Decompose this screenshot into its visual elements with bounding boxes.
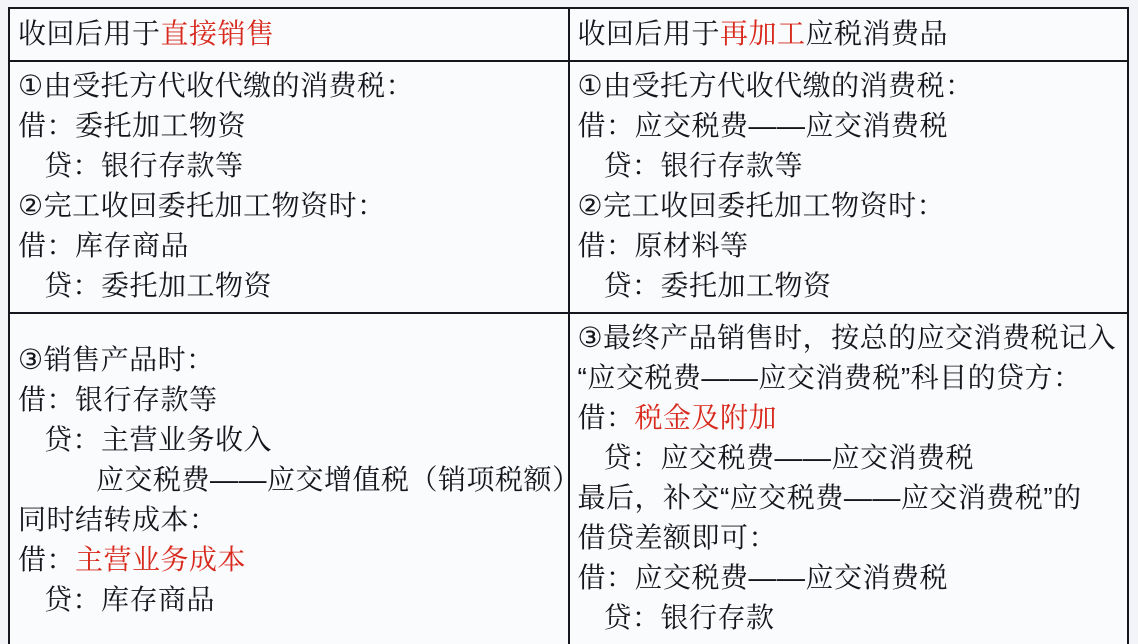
text-segment: 贷：主营业务收入 — [44, 424, 273, 455]
header-cell-reprocessing — [569, 8, 1129, 61]
text-line — [578, 438, 1122, 478]
text-segment: 借：委托加工物资 — [18, 110, 247, 141]
entries-cell-reprocessing — [569, 61, 1129, 313]
text-line — [578, 106, 1122, 146]
text-segment: ③最终产品销售时，按总的应交消费税记入 — [577, 322, 1117, 353]
text-line — [578, 398, 1122, 438]
text-segment: ①由受托方代收代缴的消费税： — [18, 70, 415, 101]
highlighted-term: 税金及附加 — [634, 402, 778, 433]
text-line — [18, 186, 562, 226]
text-line — [18, 500, 562, 540]
text-segment: 贷：委托加工物资 — [603, 270, 832, 301]
text-line — [578, 318, 1122, 358]
text-segment: ②完工收回委托加工物资时： — [18, 190, 386, 221]
text-line — [578, 226, 1122, 266]
highlighted-term: 再加工 — [720, 18, 806, 49]
text-line — [578, 14, 1122, 54]
text-segment: 同时结转成本： — [18, 504, 218, 535]
entries-cell-direct-sale — [9, 61, 569, 313]
entries-row — [9, 61, 1128, 313]
text-line — [18, 106, 562, 146]
text-line — [578, 186, 1122, 226]
text-segment: 最后，补交“应交税费——应交消费税”的 — [577, 482, 1082, 513]
text-line — [578, 518, 1122, 558]
text-line — [18, 340, 562, 380]
text-segment: 借：原材料等 — [577, 230, 749, 261]
text-segment: 贷：委托加工物资 — [44, 270, 273, 301]
text-line — [578, 598, 1122, 638]
text-segment: 贷：库存商品 — [44, 584, 216, 615]
text-segment: 借：应交税费——应交消费税 — [577, 110, 949, 141]
header-cell-direct-sale — [9, 8, 569, 61]
text-line — [18, 226, 562, 266]
text-segment: ③销售产品时： — [18, 344, 215, 375]
text-line — [578, 558, 1122, 598]
sale-cell-reprocessing — [569, 313, 1129, 644]
text-line — [18, 460, 581, 500]
text-line — [18, 266, 562, 306]
text-line — [18, 14, 562, 54]
text-segment: 借： — [18, 544, 76, 575]
text-segment: 借： — [577, 402, 635, 433]
text-line — [18, 580, 562, 620]
highlighted-term: 主营业务成本 — [75, 544, 247, 575]
text-line — [18, 420, 562, 460]
text-segment: 贷：应交税费——应交消费税 — [603, 442, 975, 473]
text-line — [18, 66, 562, 106]
text-segment: 收回后用于 — [18, 18, 161, 49]
text-segment: 借贷差额即可： — [577, 522, 778, 553]
text-line — [578, 358, 1122, 398]
text-line — [578, 266, 1122, 306]
accounting-table — [8, 7, 1129, 644]
text-line — [18, 380, 562, 420]
sale-cell-direct-sale — [9, 313, 581, 644]
text-segment: “应交税费——应交消费税”科目的贷方： — [577, 362, 1082, 393]
text-segment: 贷：银行存款等 — [44, 150, 244, 181]
text-segment: 借：应交税费——应交消费税 — [577, 562, 949, 593]
text-line — [578, 478, 1122, 518]
sale-row — [9, 313, 1128, 644]
highlighted-term: 直接销售 — [160, 18, 275, 49]
text-line — [18, 540, 562, 580]
text-line — [578, 146, 1122, 186]
text-line — [578, 66, 1122, 106]
text-line — [18, 146, 562, 186]
text-segment: 借：库存商品 — [18, 230, 190, 261]
text-segment: ②完工收回委托加工物资时： — [577, 190, 946, 221]
text-segment: 贷：银行存款等 — [603, 150, 804, 181]
text-segment: 贷：银行存款 — [603, 602, 775, 633]
text-segment: ①由受托方代收代缴的消费税： — [577, 70, 974, 101]
text-segment: 应交税费——应交增值税（销项税额） — [96, 464, 581, 495]
text-segment: 借：银行存款等 — [18, 384, 218, 415]
text-segment: 应税消费品 — [805, 18, 949, 49]
text-segment: 收回后用于 — [577, 18, 721, 49]
header-row — [9, 8, 1128, 61]
